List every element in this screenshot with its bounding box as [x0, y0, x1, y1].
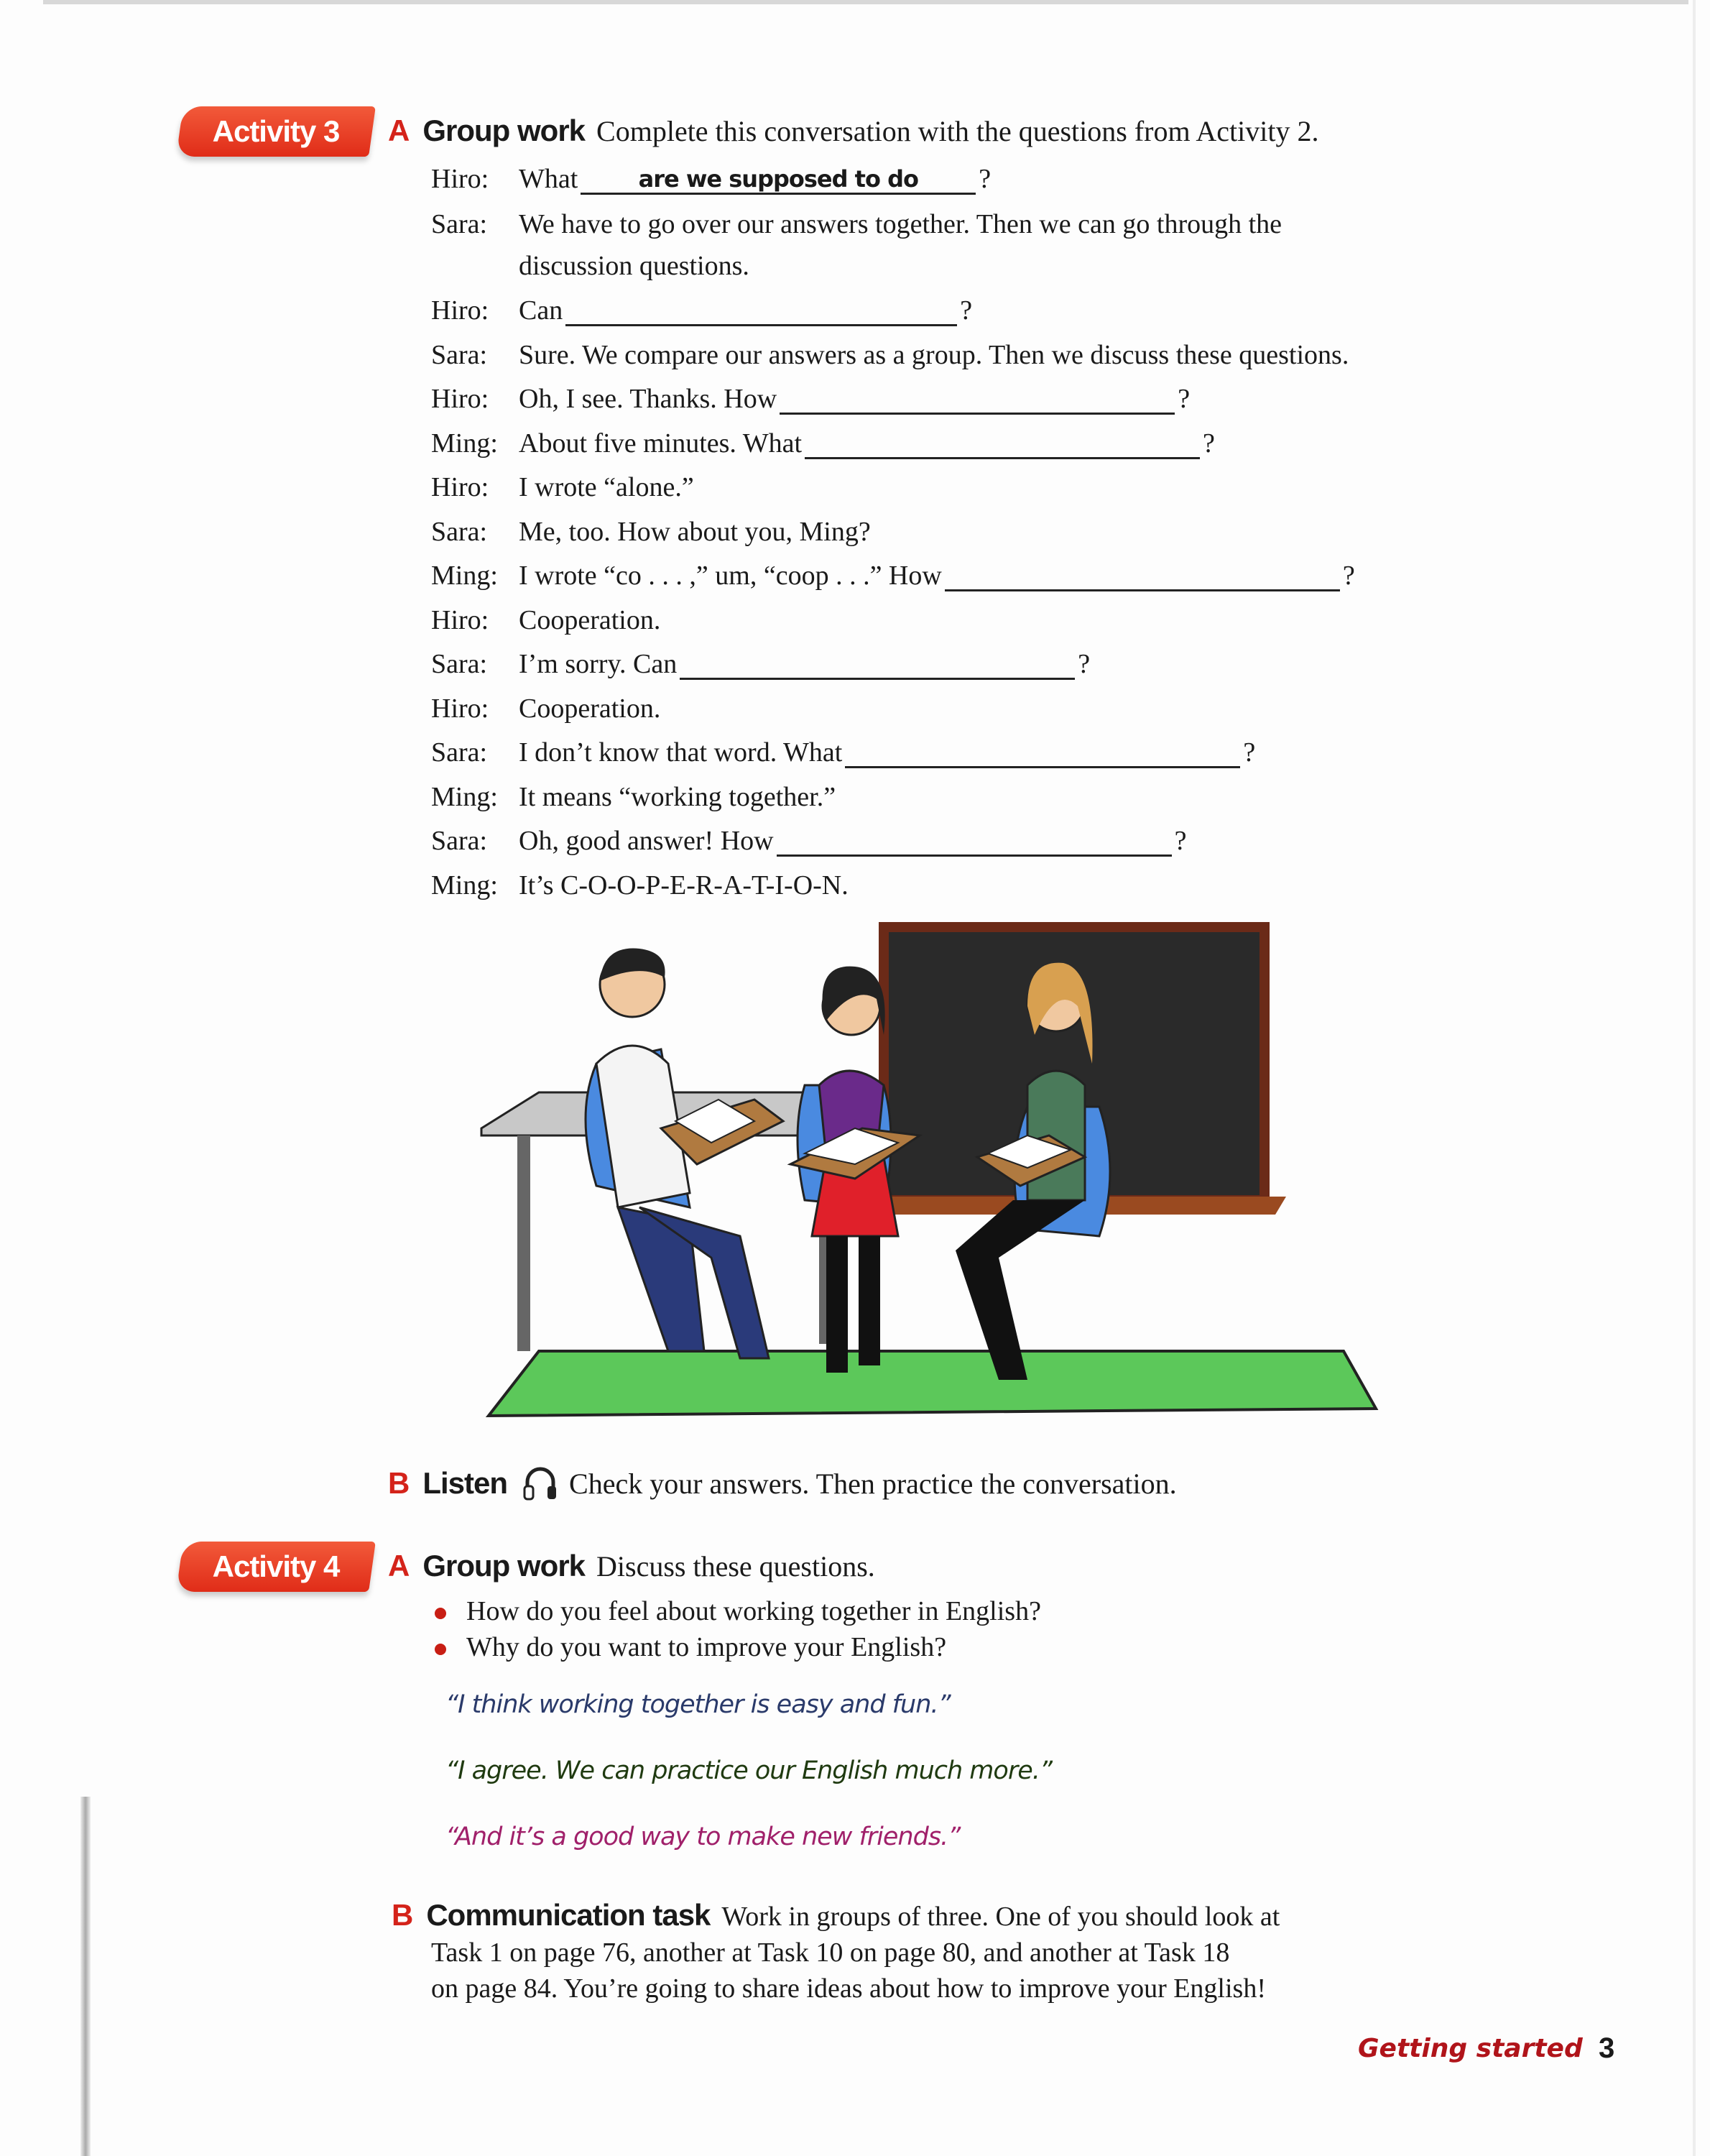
- dialogue-line: [431, 333, 1355, 377]
- question-mark: ?: [1243, 737, 1256, 768]
- dialogue-line: [431, 510, 1355, 554]
- bullet-icon: [435, 1608, 446, 1619]
- line-text: [519, 471, 694, 503]
- activity-4-badge: Activity 4: [176, 1542, 376, 1592]
- activity-3-part-b-heading: B Listen Check your answers. Then practice the conversation.: [388, 1465, 1177, 1509]
- line-text: [519, 648, 1090, 680]
- speaker: Ming:: [431, 428, 498, 459]
- question-bullet: How do you feel about working together in English?: [435, 1595, 1041, 1627]
- activity-4-part-b: B Communication task Work in groups of three. One of you should look at Task 1 on page 76, another at Task 10 on page 80, and another at Task 18 on page 84. You’re going to share ideas about how to improve your English!: [392, 1898, 1280, 2004]
- speaker: Ming:: [431, 561, 498, 591]
- person-hiro: [524, 949, 769, 1358]
- speaker: Sara:: [431, 516, 488, 547]
- line-text: [519, 208, 1282, 282]
- dialogue-line: [431, 642, 1355, 687]
- question-mark: ?: [1203, 428, 1215, 459]
- dialogue-line: [431, 686, 1355, 731]
- line-text: [519, 870, 849, 901]
- speaker: Sara:: [431, 649, 488, 680]
- dialogue-line: [431, 201, 1355, 289]
- speaker: Sara:: [431, 339, 488, 370]
- example-quote-2: “I agree. We can practice our English much more.”: [445, 1756, 1052, 1785]
- activity-3-badge: Activity 3: [176, 106, 376, 157]
- question-mark: ?: [979, 163, 992, 194]
- dialogue-line: [431, 289, 1355, 333]
- answer-blank[interactable]: [777, 830, 1172, 857]
- line-text-before: Oh, I see. Thanks. How: [519, 384, 777, 415]
- dialogue-line: [431, 466, 1355, 510]
- dialogue-line: [431, 731, 1355, 775]
- conversation: [431, 157, 1355, 908]
- line-text: [519, 693, 660, 724]
- line-text-before: I wrote “co . . . ,” um, “coop . . .” How: [519, 561, 942, 591]
- page-number: 3: [1599, 2032, 1615, 2064]
- answer-blank[interactable]: [780, 388, 1175, 415]
- headphones-icon[interactable]: [522, 1465, 559, 1509]
- answer-blank[interactable]: [945, 565, 1340, 591]
- line-text-before: Sure. We compare our answers as a group. Then we discuss these questions.: [519, 339, 1349, 370]
- line-text: [519, 737, 1255, 768]
- line-text: [519, 428, 1215, 459]
- line-text-before: I’m sorry. Can: [519, 649, 678, 680]
- activity-3-part-a-heading: A Group work Complete this conversation with the questions from Activity 2.: [388, 114, 1319, 147]
- line-text-before: About five minutes. What: [519, 428, 803, 459]
- line-text: [519, 383, 1190, 415]
- line-text-before: What: [519, 163, 578, 194]
- answer-blank[interactable]: [805, 433, 1200, 459]
- line-text-before: It means “working together.”: [519, 781, 836, 812]
- speaker: Ming:: [431, 781, 498, 812]
- answer-blank[interactable]: are we supposed to do: [581, 168, 976, 195]
- line-text-before: Can: [519, 295, 563, 326]
- answer-blank[interactable]: [845, 742, 1240, 768]
- dialogue-line: [431, 863, 1355, 908]
- line-text: [519, 781, 836, 813]
- question-mark: ?: [1174, 826, 1187, 857]
- speaker: Hiro:: [431, 472, 489, 503]
- question-mark: ?: [1178, 384, 1191, 415]
- question-mark: ?: [1342, 561, 1355, 591]
- activity-4-part-a-heading: A Group work Discuss these questions.: [388, 1549, 875, 1583]
- line-text-before: Cooperation.: [519, 693, 661, 724]
- dialogue-line: [431, 421, 1355, 466]
- line-text: [519, 295, 972, 326]
- speaker: Hiro:: [431, 693, 489, 724]
- speaker: Hiro:: [431, 604, 489, 635]
- speaker: Sara:: [431, 826, 488, 857]
- line-text: [519, 825, 1186, 857]
- section-footer: Getting started: [1358, 2034, 1583, 2063]
- line-text: [519, 339, 1349, 371]
- page-right-edge: [1693, 0, 1696, 2156]
- question-mark: ?: [960, 295, 973, 326]
- line-text: [519, 604, 660, 636]
- speaker: Sara:: [431, 208, 488, 239]
- page-top-edge: [43, 0, 1688, 4]
- line-text: [519, 560, 1355, 591]
- line-continuation: discussion questions.: [519, 250, 749, 281]
- example-quote-1: “I think working together is easy and fun.”: [445, 1690, 951, 1719]
- line-text-before: It’s C-O-O-P-E-R-A-T-I-O-N.: [519, 870, 849, 900]
- speaker: Sara:: [431, 737, 488, 768]
- dialogue-line: [431, 554, 1355, 599]
- floor: [489, 1351, 1376, 1416]
- speaker: Hiro:: [431, 295, 489, 326]
- dialogue-line: [431, 819, 1355, 864]
- answer-blank[interactable]: [680, 653, 1075, 680]
- dialogue-line: [431, 377, 1355, 422]
- example-quote-3: “And it’s a good way to make new friends.”: [445, 1823, 961, 1851]
- speaker: Hiro:: [431, 163, 489, 194]
- answer-blank[interactable]: [565, 300, 957, 326]
- bullet-icon: [435, 1644, 446, 1655]
- binding-shadow: [80, 1797, 91, 2156]
- question-mark: ?: [1078, 649, 1091, 680]
- dialogue-line: [431, 157, 1355, 201]
- speaker: Hiro:: [431, 384, 489, 415]
- speaker: Ming:: [431, 870, 498, 900]
- line-text-before: Oh, good answer! How: [519, 826, 774, 857]
- line-text-before: Me, too. How about you, Ming?: [519, 516, 871, 547]
- question-bullet: Why do you want to improve your English?: [435, 1631, 946, 1663]
- line-text-before: Cooperation.: [519, 604, 661, 635]
- dialogue-line: [431, 598, 1355, 642]
- line-text-before: I don’t know that word. What: [519, 737, 843, 768]
- dialogue-line: [431, 775, 1355, 819]
- classroom-illustration: [453, 920, 1387, 1437]
- line-text: [519, 163, 991, 195]
- line-text-before: We have to go over our answers together. Then we can go through the: [519, 208, 1282, 239]
- line-text: [519, 516, 871, 548]
- line-text-before: I wrote “alone.”: [519, 472, 694, 503]
